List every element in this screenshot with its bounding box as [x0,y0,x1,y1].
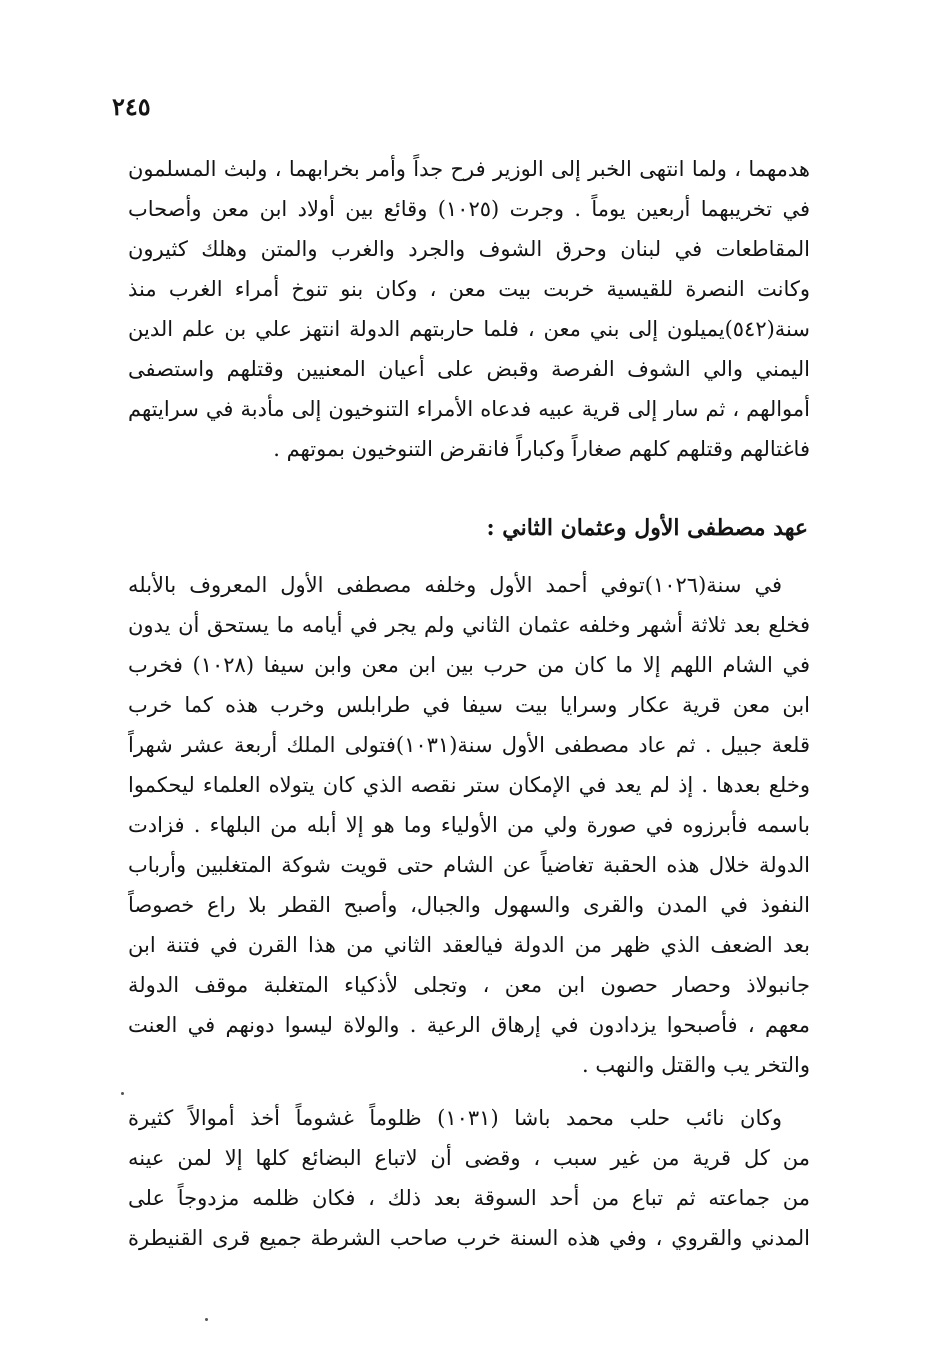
text-line: النفوذ في المدن والقرى والسهول والجبال، وأصبح القطر بلا راع خصوصاً [128,893,810,917]
text-line: في الشام اللهم إلا ما كان من حرب بين ابن معن وابن سيفا (١٠٢٨) فخرب [128,653,810,677]
text-line: ابن معن قرية عكار وسرايا بيت سيفا في طرابلس وخرب هذه كما خرب [128,693,810,717]
text-line: المدني والقروي ، وفي هذه السنة خرب صاحب الشرطة جميع قرى القنيطرة [128,1226,810,1250]
text-line: وكان نائب حلب محمد باشا (١٠٣١) ظلوماً غشوماً أخذ أموالاً كثيرة [128,1106,782,1130]
text-line: في سنة(١٠٢٦)توفي أحمد الأول وخلفه مصطفى الأول المعروف بالأبله [128,573,782,597]
text-line: فاغتالهم وقتلهم كلهم صغاراً وكباراً فانقرض التنوخيون بموتهم . [273,437,810,461]
scan-speck [121,1092,124,1095]
text-line: هدمهما ، ولما انتهى الخبر إلى الوزير فرح جداً وأمر بخرابهما ، ولبث المسلمون [128,157,810,181]
text-line: فخلع بعد ثلاثة أشهر وخلفه عثمان الثاني ولم يجر في أيامه ما يستحق أن يدون [128,613,810,637]
text-line: وكانت النصرة للقيسية خربت بيت معن ، وكان بنو تنوخ أمراء الغرب منذ [128,277,810,301]
page-number: ٢٤٥ [112,92,151,121]
text-line: جانبولاذ وحصار حصون ابن معن ، وتجلى لأذكياء المتغلبة موقف الدولة [128,973,810,997]
section-heading: عهد مصطفى الأول وعثمان الثاني : [486,515,808,541]
text-line: والتخر يب والقتل والنهب . [582,1053,810,1077]
text-line: المقاطعات في لبنان وحرق الشوف والجرد والغرب والمتن وهلك كثيرون [128,237,810,261]
text-line: في تخريبهما أربعين يوماً . وجرت (١٠٢٥) وقائع بين أولاد ابن معن وأصحاب [128,197,810,221]
scan-speck [205,1318,208,1321]
paragraph-2 [128,565,810,1085]
text-line: قلعة جبيل . ثم عاد مصطفى الأول سنة(١٠٣١)فتولى الملك أربعة عشر شهراً [128,733,810,757]
text-line: وخلع بعدها . إذ لم يعد في الإمكان ستر نقصه الذي كان يتولاه العلماء ليحكموا [128,773,810,797]
text-line: معهم ، فأصبحوا يزدادون في إرهاق الرعية . والولاة ليسوا دونهم في العنت [128,1013,810,1037]
paragraph-3 [128,1098,810,1258]
text-line: سنة(٥٤٢)يميلون إلى بني معن ، فلما حاربتهم الدولة انتهز علي بن علم الدين [128,317,810,341]
text-line: الدولة خلال هذه الحقبة تغاضياً عن الشام حتى قويت شوكة المتغلبين وأرباب [128,853,810,877]
text-line: من كل قرية من غير سبب ، وقضى أن لاتباع البضائع كلها إلا لمن عينه [128,1146,810,1170]
text-line: اليمني والي الشوف الفرصة وقبض على أعيان المعنيين وقتلهم واستصفى [128,357,810,381]
text-line: أموالهم ، ثم سار إلى قرية عبيه فدعاه الأمراء التنوخيون إلى مأدبة في سرايتهم [128,397,810,421]
text-line: من جماعته ثم تباع من أحد السوقة بعد ذلك ، فكان ظلمه مزدوجاً على [128,1186,810,1210]
text-line: باسمه فأبرزوه في صورة ولي من الأولياء وما هو إلا أبله من البلهاء . فزادت [128,813,810,837]
paragraph-1 [128,149,810,469]
text-line: بعد الضعف الذي ظهر من الدولة فيالعقد الثاني من هذا القرن في فتنة ابن [128,933,810,957]
